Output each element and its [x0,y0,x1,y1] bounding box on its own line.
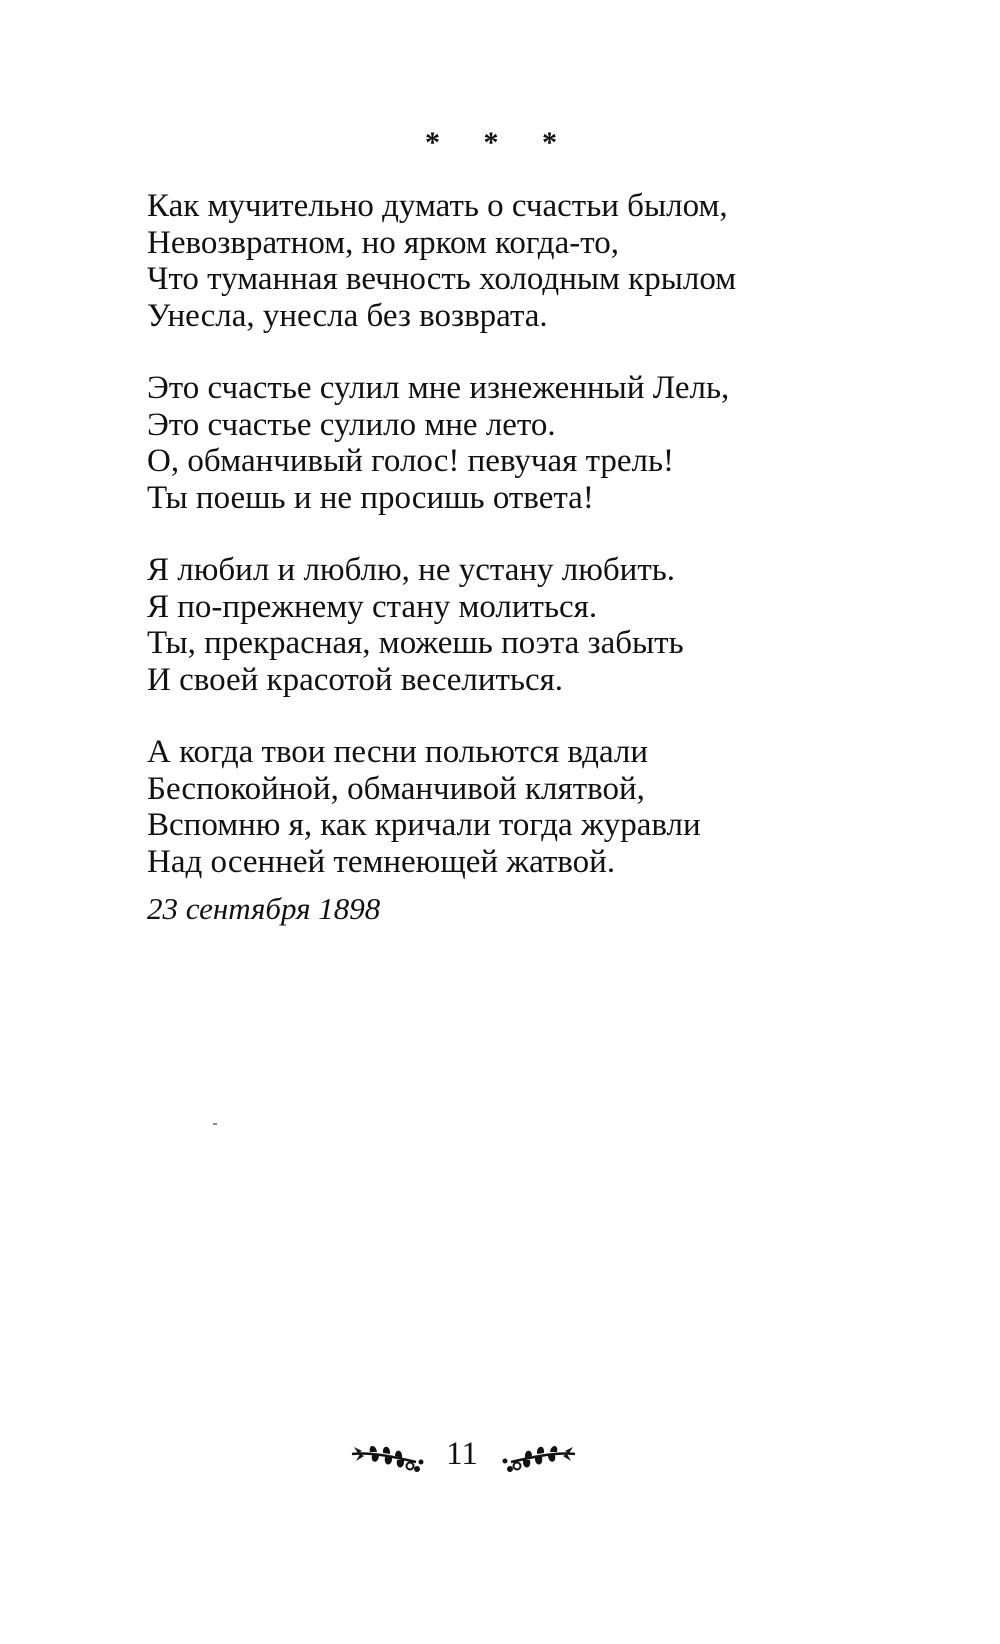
poem-line: И своей красотой веселиться. [147,661,564,698]
poem-line: Это счастье сулил мне изнеженный Лель, [147,370,730,406]
poem-line: Я любил и люблю, не устану любить. [147,552,676,588]
print-speck [213,1123,217,1125]
poem-line: Беспокойной, обманчивой клятвой, [147,770,645,807]
poem-line: Унесла, унесла без возврата. [147,297,548,334]
stanza [147,370,927,516]
section-separator: * * * [425,126,575,159]
stanza [147,188,927,334]
page-number: 11 [446,1436,478,1472]
page-footer [0,1430,1000,1480]
poem-line: Над осенней темнеющей жатвой. [147,843,616,880]
poem-line: Как мучительно думать о счастьи былом, [147,188,728,224]
stanza [147,552,927,698]
leaf-branch-icon [497,1440,577,1476]
poem-line: Невозвратном, но ярком когда-то, [147,224,619,261]
leaf-branch-icon [350,1440,426,1476]
poem-line: Вспомню я, как кричали тогда журавли [147,807,701,843]
poem-line: Ты поешь и не просишь ответа! [147,479,594,516]
poem-line: Ты, прекрасная, можешь поэта забыть [147,625,684,661]
poem-line: Что туманная вечность холодным крылом [147,261,737,297]
stanza [147,734,927,880]
poem [147,188,927,916]
poem-line: Я по-прежнему стану молиться. [147,588,598,625]
poem-line: А когда твои песни польются вдали [147,734,649,770]
poem-line: Это счастье сулило мне лето. [147,406,556,443]
poem-line: О, обманчивый голос! певучая трель! [147,443,675,479]
poem-date: 23 сентября 1898 [147,891,381,926]
